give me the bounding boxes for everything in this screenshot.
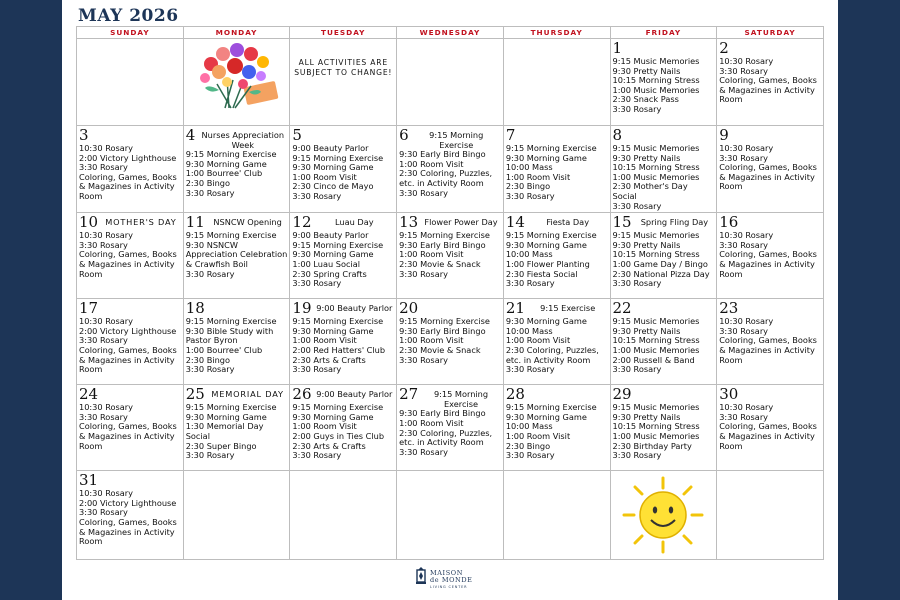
day-number: 17	[79, 299, 99, 318]
event-item: 9:15 Morning Exercise	[505, 143, 597, 153]
event-item: 3:30 Rosary	[505, 190, 555, 201]
calendar-grid	[76, 26, 824, 560]
day-number: 10	[79, 213, 99, 232]
day-header	[79, 386, 181, 403]
event-item: 9:30 Early Bird Bingo	[399, 408, 486, 419]
logo-line-3: LIVING CENTER	[430, 585, 468, 589]
event-item: 1:00 Luau Social	[292, 258, 361, 269]
event-item: 10:15 Morning Stress	[612, 162, 700, 173]
day-number: 3	[79, 126, 89, 144]
lantern-logo-icon	[414, 566, 428, 588]
event-item: 2:30 Arts & Crafts	[292, 354, 366, 365]
event-item: 9:30 Morning Game	[505, 152, 587, 163]
event-item: 3:30 Rosary	[79, 335, 128, 346]
event-item: 3:30 Rosary	[719, 65, 769, 76]
day-cell	[610, 39, 717, 126]
day-cell	[717, 299, 824, 385]
event-item: 9:15 Morning Exercise	[185, 402, 277, 413]
event-item: 1:00 Room Visit	[399, 417, 464, 428]
event-item: 2:30 Arts & Crafts	[292, 440, 366, 451]
day-number: 21	[505, 299, 525, 318]
day-header	[399, 386, 501, 409]
event-item: 10:30 Rosary	[719, 56, 774, 66]
event-item: Coloring, Games, Books & Magazines in Activity Room	[79, 516, 177, 547]
day-header	[719, 127, 821, 144]
day-cell	[503, 299, 610, 385]
day-header	[613, 386, 715, 403]
event-item: 10:30 Rosary	[79, 230, 134, 241]
day-cell	[503, 213, 610, 299]
event-item: 3:30 Rosary	[399, 187, 448, 198]
event-item: 9:30 Morning Game	[292, 325, 374, 336]
day-number: 25	[185, 385, 205, 404]
event-item: 2:00 Victory Lighthouse	[79, 325, 177, 336]
day-special-label: Flower Power Day	[424, 217, 498, 228]
event-item: 10:30 Rosary	[719, 402, 774, 413]
event-item: 9:30 Morning Game	[185, 411, 267, 422]
empty-day-cell	[183, 471, 290, 560]
event-item: 1:00 Music Memories	[612, 84, 700, 95]
event-item: 3:30 Rosary	[612, 364, 662, 375]
day-special-label: 9:00 Beauty Parlor	[316, 303, 393, 314]
day-number: 6	[399, 126, 409, 144]
event-item: Coloring, Games, Books & Magazines in Activity Room	[719, 75, 817, 105]
event-item: 1:30 Memorial Day Social	[185, 421, 264, 441]
event-item: 3:30 Rosary	[185, 364, 235, 375]
event-item: 2:30 Movie & Snack	[399, 344, 481, 355]
day-header	[186, 214, 288, 231]
event-item: 2:30 Coloring, Puzzles, etc. in Activity Room	[505, 344, 599, 365]
day-cell	[183, 126, 290, 213]
event-item: 1:00 Bourree' Club	[185, 168, 263, 179]
event-item: 10:00 Mass	[505, 162, 553, 173]
event-item: 3:30 Rosary	[79, 411, 128, 422]
event-item: 2:30 Super Bingo	[185, 440, 257, 451]
event-item: 2:30 Fiesta Social	[505, 268, 578, 279]
week-row	[77, 213, 824, 299]
flower-bouquet-icon	[189, 40, 285, 112]
schedule-notice: ALL ACTIVITIES ARE SUBJECT TO CHANGE!	[294, 58, 393, 77]
event-item: 2:30 Spring Crafts	[292, 268, 367, 279]
day-number: 15	[612, 213, 632, 232]
day-number: 8	[612, 126, 623, 144]
event-item: 10:15 Morning Stress	[612, 249, 700, 260]
empty-day-cell	[717, 471, 824, 560]
event-item: 9:15 Music Memories	[612, 402, 700, 413]
smiling-sun-icon	[620, 474, 706, 556]
event-item: 10:30 Rosary	[719, 316, 774, 327]
day-header	[186, 300, 288, 317]
weekday-wednesday: WEDNESDAY	[397, 27, 504, 39]
day-number: 24	[79, 385, 99, 404]
day-cell	[290, 213, 397, 299]
event-item: 3:30 Rosary	[79, 239, 128, 250]
event-item: 10:30 Rosary	[79, 488, 134, 499]
day-cell	[77, 471, 184, 560]
day-header	[506, 300, 608, 317]
event-item: 9:15 Music Memories	[612, 56, 700, 66]
day-number: 13	[399, 213, 419, 232]
event-item: 10:00 Mass	[505, 421, 553, 432]
event-item: Coloring, Games, Books & Magazines in Activity Room	[719, 162, 817, 192]
facility-logo	[414, 566, 484, 592]
event-item: Coloring, Games, Books & Magazines in Activity Room	[719, 335, 817, 365]
day-header	[506, 127, 608, 144]
day-header	[613, 127, 715, 144]
day-cell	[183, 299, 290, 385]
day-header	[292, 300, 394, 317]
day-header	[399, 300, 501, 317]
event-item: 3:30 Rosary	[185, 187, 235, 198]
event-item: 1:00 Room Visit	[399, 335, 464, 346]
event-item: 10:30 Rosary	[719, 143, 774, 153]
event-item: 10:30 Rosary	[79, 402, 134, 413]
event-item: 9:30 Morning Game	[292, 249, 374, 260]
event-item: 9:15 Morning Exercise	[292, 152, 384, 163]
day-cell	[610, 213, 717, 299]
day-cell	[183, 385, 290, 471]
day-cell	[717, 385, 824, 471]
weekday-saturday: SATURDAY	[717, 27, 824, 39]
day-number: 7	[505, 126, 516, 144]
day-header	[292, 127, 394, 144]
event-item: 10:00 Mass	[505, 325, 553, 336]
event-item: 2:00 Victory Lighthouse	[79, 152, 177, 163]
event-item: 9:15 Morning Exercise	[185, 230, 277, 241]
day-special-label: 9:15 Exercise	[540, 303, 596, 314]
day-header	[719, 40, 821, 57]
week-row	[77, 126, 824, 213]
day-number: 16	[719, 213, 739, 232]
week-row	[77, 471, 824, 560]
day-special-label: 9:00 Beauty Parlor	[316, 389, 393, 400]
event-item: 2:30 Snack Pass	[612, 94, 679, 105]
event-item: 1:00 Music Memories	[612, 344, 700, 355]
event-item: 2:30 Bingo	[185, 177, 230, 188]
day-number: 31	[79, 471, 99, 490]
event-item: 9:30 Early Bird Bingo	[399, 239, 486, 250]
day-header	[613, 40, 715, 57]
event-item: 3:30 Rosary	[185, 450, 235, 461]
day-special-label: 9:15 Morning Exercise	[429, 130, 484, 150]
week-row	[77, 299, 824, 385]
event-item: 9:30 Pretty Nails	[612, 239, 681, 250]
day-number: 11	[185, 213, 205, 232]
logo-wordmark	[430, 570, 473, 591]
day-number: 30	[719, 385, 739, 404]
event-item: 2:30 Bingo	[185, 354, 230, 365]
day-cell	[610, 126, 717, 213]
day-header	[399, 214, 501, 231]
event-item: 10:30 Rosary	[719, 230, 774, 241]
event-item: 9:30 Morning Game	[292, 411, 374, 422]
day-cell	[717, 39, 824, 126]
day-special-label: MEMORIAL DAY	[211, 389, 284, 400]
event-item: 9:15 Music Memories	[612, 143, 700, 153]
day-number: 5	[292, 126, 302, 144]
event-item: 3:30 Rosary	[185, 268, 235, 279]
calendar-page	[62, 0, 838, 600]
event-item: 3:30 Rosary	[79, 507, 128, 518]
day-number: 22	[612, 299, 632, 318]
day-special-label: NSNCW Opening	[213, 217, 282, 228]
event-item: 9:30 Pretty Nails	[612, 152, 681, 163]
event-item: 1:00 Game Day / Bingo	[612, 258, 708, 269]
event-item: 3:30 Rosary	[79, 162, 128, 173]
event-item: 1:00 Room Visit	[505, 171, 571, 182]
day-number: 1	[612, 39, 623, 57]
event-item: 2:30 Coloring, Puzzles, etc. in Activity Room	[399, 427, 493, 448]
event-item: 9:30 Morning Game	[292, 162, 374, 173]
event-item: 9:30 Pretty Nails	[612, 411, 681, 422]
day-number: 29	[612, 385, 632, 404]
event-item: 9:15 Morning Exercise	[399, 316, 490, 327]
day-number: 2	[719, 39, 729, 57]
event-item: 9:15 Morning Exercise	[505, 402, 597, 413]
event-item: 1:00 Music Memories	[612, 171, 700, 182]
event-item: 9:30 NSNCW Appreciation Celebration & Crawfish Boil	[185, 239, 288, 269]
day-cell	[397, 126, 504, 213]
event-item: 1:00 Room Visit	[399, 249, 464, 260]
event-item: 10:15 Morning Stress	[612, 335, 700, 346]
empty-day-cell	[503, 471, 610, 560]
event-item: 3:30 Rosary	[612, 278, 662, 289]
event-item: 10:15 Morning Stress	[612, 75, 700, 86]
day-number: 19	[292, 299, 312, 318]
empty-day-cell	[290, 471, 397, 560]
day-cell	[397, 299, 504, 385]
event-item: 9:30 Pretty Nails	[612, 325, 681, 336]
event-item: 1:00 Bourree' Club	[185, 344, 263, 355]
empty-day-cell	[397, 471, 504, 560]
day-header	[79, 472, 181, 489]
event-item: Coloring, Games, Books & Magazines in Activity Room	[79, 171, 177, 201]
decoration-cell	[183, 39, 290, 126]
event-item: 9:15 Morning Exercise	[399, 230, 490, 241]
event-item: 9:00 Beauty Parlor	[292, 230, 369, 241]
event-item: 9:30 Morning Game	[505, 239, 587, 250]
day-cell	[503, 385, 610, 471]
event-item: 1:00 Room Visit	[292, 171, 357, 182]
event-item: 3:30 Rosary	[505, 450, 555, 461]
event-item: 10:15 Morning Stress	[612, 421, 700, 432]
day-cell	[290, 385, 397, 471]
day-special-label: Nurses Appreciation Week	[201, 130, 285, 150]
calendar-title: MAY 2026	[78, 6, 179, 26]
event-item: 3:30 Rosary	[612, 450, 662, 461]
day-number: 18	[185, 299, 205, 318]
event-item: 9:30 Early Bird Bingo	[399, 149, 486, 160]
event-item: 3:30 Rosary	[612, 200, 662, 211]
day-number: 20	[399, 299, 419, 318]
event-item: 1:00 Room Visit	[292, 335, 357, 346]
event-item: 10:00 Mass	[505, 249, 553, 260]
event-item: 3:30 Rosary	[719, 152, 769, 163]
weekday-monday: MONDAY	[183, 27, 290, 39]
day-cell	[503, 126, 610, 213]
event-item: 9:30 Early Bird Bingo	[399, 325, 486, 336]
event-item: 3:30 Rosary	[719, 325, 769, 336]
event-item: 1:00 Room Visit	[505, 335, 571, 346]
event-item: Coloring, Games, Books & Magazines in Activity Room	[79, 344, 177, 375]
event-item: Coloring, Games, Books & Magazines in Activity Room	[719, 421, 817, 451]
event-item: 10:30 Rosary	[79, 143, 134, 153]
day-number: 4	[185, 126, 196, 144]
event-item: 3:30 Rosary	[399, 354, 448, 365]
event-item: 2:00 Victory Lighthouse	[79, 497, 177, 508]
event-item: 2:30 Bingo	[505, 181, 551, 192]
weekday-friday: FRIDAY	[610, 27, 717, 39]
event-item: 2:30 Mother's Day Social	[612, 181, 688, 201]
day-header	[186, 127, 288, 150]
day-header	[79, 214, 181, 231]
week-row	[77, 385, 824, 471]
event-item: 2:00 Guys in Ties Club	[292, 430, 385, 441]
event-item: 1:00 Music Memories	[612, 430, 700, 441]
day-cell	[77, 126, 184, 213]
day-number: 27	[399, 385, 419, 404]
day-cell	[610, 299, 717, 385]
day-header	[79, 127, 181, 144]
day-special-label: MOTHER'S DAY	[105, 217, 177, 228]
event-item: 2:00 Red Hatters' Club	[292, 344, 386, 355]
event-item: 2:30 Coloring, Puzzles, etc. in Activity Room	[399, 168, 493, 188]
event-item: 9:15 Morning Exercise	[292, 402, 384, 413]
event-item: 1:00 Room Visit	[292, 421, 357, 432]
event-item: 9:30 Morning Game	[505, 411, 587, 422]
event-item: 1:00 Room Visit	[505, 430, 571, 441]
event-item: 3:30 Rosary	[292, 190, 342, 201]
event-item: Coloring, Games, Books & Magazines in Activity Room	[719, 249, 817, 279]
day-header	[186, 386, 288, 403]
event-item: 1:00 Room Visit	[399, 158, 464, 169]
day-header	[506, 214, 608, 231]
event-item: 9:15 Morning Exercise	[185, 316, 277, 327]
event-item: 2:30 Cinco de Mayo	[292, 181, 374, 192]
event-item: 2:30 Movie & Snack	[399, 258, 481, 269]
day-cell	[610, 385, 717, 471]
event-item: 10:30 Rosary	[79, 316, 134, 327]
day-header	[719, 214, 821, 231]
event-item: 9:30 Morning Game	[505, 316, 587, 327]
event-item: 9:15 Morning Exercise	[505, 230, 597, 241]
decoration-cell	[610, 471, 717, 560]
event-item: 2:30 Bingo	[505, 440, 551, 451]
event-item: 3:30 Rosary	[612, 103, 662, 114]
weekday-sunday: SUNDAY	[77, 27, 184, 39]
event-item: 2:30 National Pizza Day	[612, 268, 710, 279]
day-cell	[183, 213, 290, 299]
day-header	[613, 300, 715, 317]
event-item: Coloring, Games, Books & Magazines in Activity Room	[79, 421, 177, 451]
weekday-tuesday: TUESDAY	[290, 27, 397, 39]
day-header	[292, 386, 394, 403]
event-item: 3:30 Rosary	[292, 278, 342, 289]
day-header	[719, 300, 821, 317]
event-item: 9:00 Beauty Parlor	[292, 143, 369, 153]
notice-cell	[290, 39, 397, 126]
empty-day-cell	[503, 39, 610, 126]
day-number: 12	[292, 213, 312, 232]
day-cell	[290, 126, 397, 213]
logo-line-2: de MONDE	[430, 576, 473, 584]
event-item: 3:30 Rosary	[505, 278, 555, 289]
empty-day-cell	[77, 39, 184, 126]
day-number: 26	[292, 385, 312, 404]
day-header	[506, 386, 608, 403]
event-item: 3:30 Rosary	[399, 446, 448, 457]
day-cell	[290, 299, 397, 385]
day-header	[292, 214, 394, 231]
day-number: 23	[719, 299, 739, 318]
event-item: 9:30 Bible Study with Pastor Byron	[185, 325, 274, 346]
day-cell	[77, 213, 184, 299]
empty-day-cell	[397, 39, 504, 126]
event-item: 2:00 Russell & Band	[612, 354, 695, 365]
day-header	[719, 386, 821, 403]
event-item: 3:30 Rosary	[719, 411, 769, 422]
day-special-label: Spring Fling Day	[640, 217, 709, 228]
event-item: 9:15 Morning Exercise	[292, 316, 384, 327]
day-cell	[717, 213, 824, 299]
day-header	[79, 300, 181, 317]
day-number: 28	[505, 385, 525, 404]
day-cell	[717, 126, 824, 213]
day-special-label: 9:15 Morning Exercise	[433, 389, 489, 409]
event-item: 3:30 Rosary	[399, 268, 448, 279]
day-header	[399, 127, 501, 150]
event-item: 3:30 Rosary	[292, 450, 342, 461]
day-number: 14	[505, 213, 525, 232]
day-special-label: Fiesta Day	[546, 217, 590, 228]
day-cell	[397, 213, 504, 299]
day-number: 9	[719, 126, 729, 144]
event-item: 2:30 Birthday Party	[612, 440, 692, 451]
weekday-thursday: THURSDAY	[503, 27, 610, 39]
event-item: 3:30 Rosary	[505, 364, 555, 375]
day-cell	[397, 385, 504, 471]
event-item: 9:15 Morning Exercise	[185, 149, 277, 160]
event-item: 3:30 Rosary	[719, 239, 769, 250]
logo-line-1: MAISON	[430, 569, 463, 577]
event-item: 9:30 Pretty Nails	[612, 65, 681, 76]
day-header	[613, 214, 715, 231]
weekday-header-row	[77, 27, 824, 39]
week-row	[77, 39, 824, 126]
event-item: 1:00 Flower Planting	[505, 258, 590, 269]
day-cell	[77, 385, 184, 471]
day-special-label: Luau Day	[335, 217, 374, 228]
day-cell	[77, 299, 184, 385]
event-item: Coloring, Games, Books & Magazines in Activity Room	[79, 249, 177, 279]
event-item: 3:30 Rosary	[292, 364, 342, 375]
event-item: 9:15 Music Memories	[612, 230, 700, 241]
event-item: 9:15 Morning Exercise	[292, 239, 384, 250]
event-item: 9:15 Music Memories	[612, 316, 700, 327]
event-item: 9:30 Morning Game	[185, 158, 267, 169]
